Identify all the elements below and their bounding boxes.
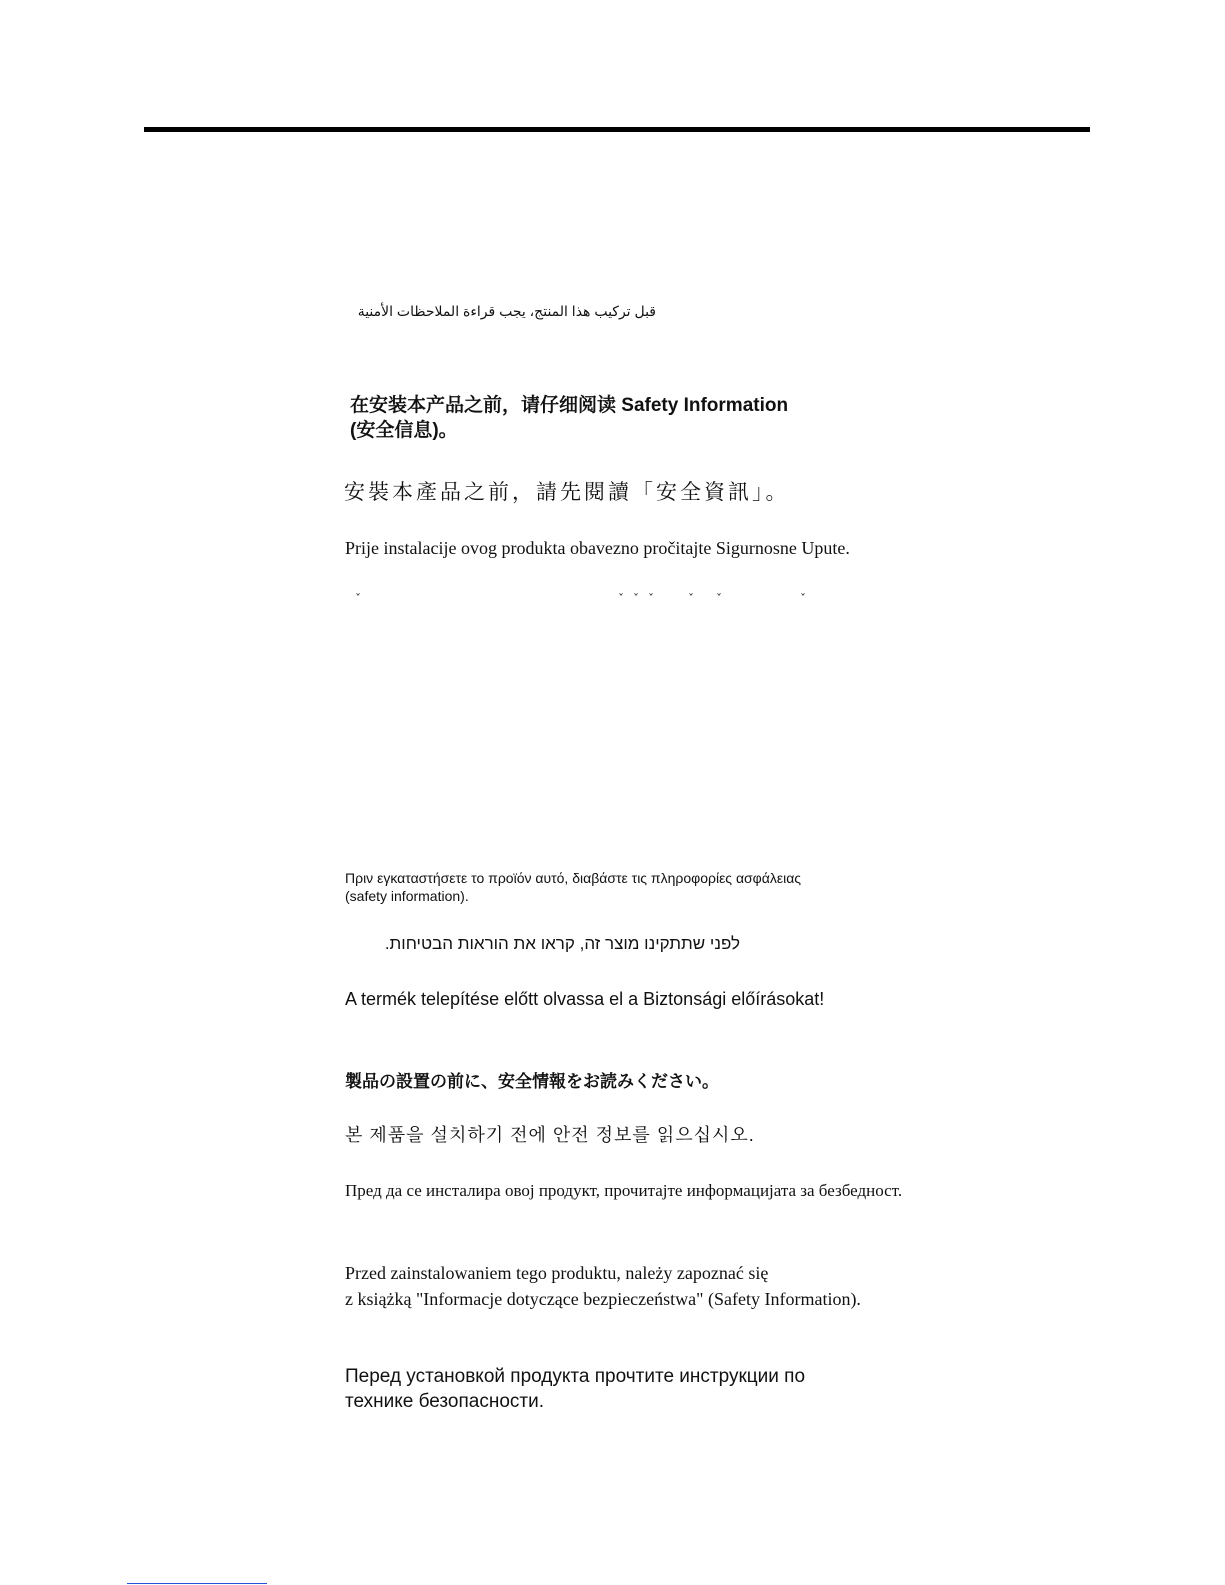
notice-chinese-simplified: [350, 393, 788, 443]
notice-macedonian: Пред да се инсталира овој продукт, прочитајте информацијата за безбедност.: [345, 1181, 903, 1200]
notice-polish-line-1: Przed zainstalowaniem tego produktu, należy zapoznać się: [345, 1263, 769, 1283]
notice-polish: [345, 1260, 861, 1312]
faint-accent-marks: ˇ ˇ ˇ ˇ ˇ ˇ ˇ: [355, 592, 806, 606]
notice-polish-line-2: z książką "Informacje dotyczące bezpieczeństwa" (Safety Information).: [345, 1289, 861, 1309]
footer-rule: [127, 1583, 267, 1584]
notice-hebrew: לפני שתתקינו מוצר זה, קראו את הוראות הבטיחות.: [384, 934, 740, 953]
header-rule: [144, 127, 1090, 132]
notice-korean: 본 제품을 설치하기 전에 안전 정보를 읽으십시오.: [345, 1125, 755, 1145]
notice-croatian: Prije instalacije ovog produkta obavezno pročitajte Sigurnosne Upute.: [345, 538, 850, 558]
notice-hungarian: A termék telepítése előtt olvassa el a Biztonsági előírásokat!: [345, 989, 825, 1009]
notice-russian-line-2: технике безопасности.: [345, 1391, 545, 1412]
notice-greek-line-1: Πριν εγκαταστήσετε το προϊόν αυτό, διαβάστε τις πληροφορίες ασφάλειας: [345, 870, 802, 886]
notice-japanese: 製品の設置の前に、安全情報をお読みください。: [345, 1072, 719, 1091]
notice-russian-line-1: Перед установкой продукта прочтите инструкции по: [345, 1366, 806, 1387]
notice-chinese-simplified-line-2: (安全信息)。: [350, 420, 458, 441]
notice-greek-line-2: (safety information).: [345, 888, 469, 904]
notice-russian: [345, 1364, 805, 1414]
notice-chinese-simplified-line-1: 在安装本产品之前，请仔细阅读 Safety Information: [350, 395, 789, 416]
notice-chinese-traditional: 安裝本產品之前，請先閱讀「安全資訊」。: [344, 480, 790, 504]
notice-arabic: قبل تركيب هذا المنتج، يجب قراءة الملاحظات الأمنية: [357, 303, 656, 319]
notice-greek: [345, 869, 801, 905]
